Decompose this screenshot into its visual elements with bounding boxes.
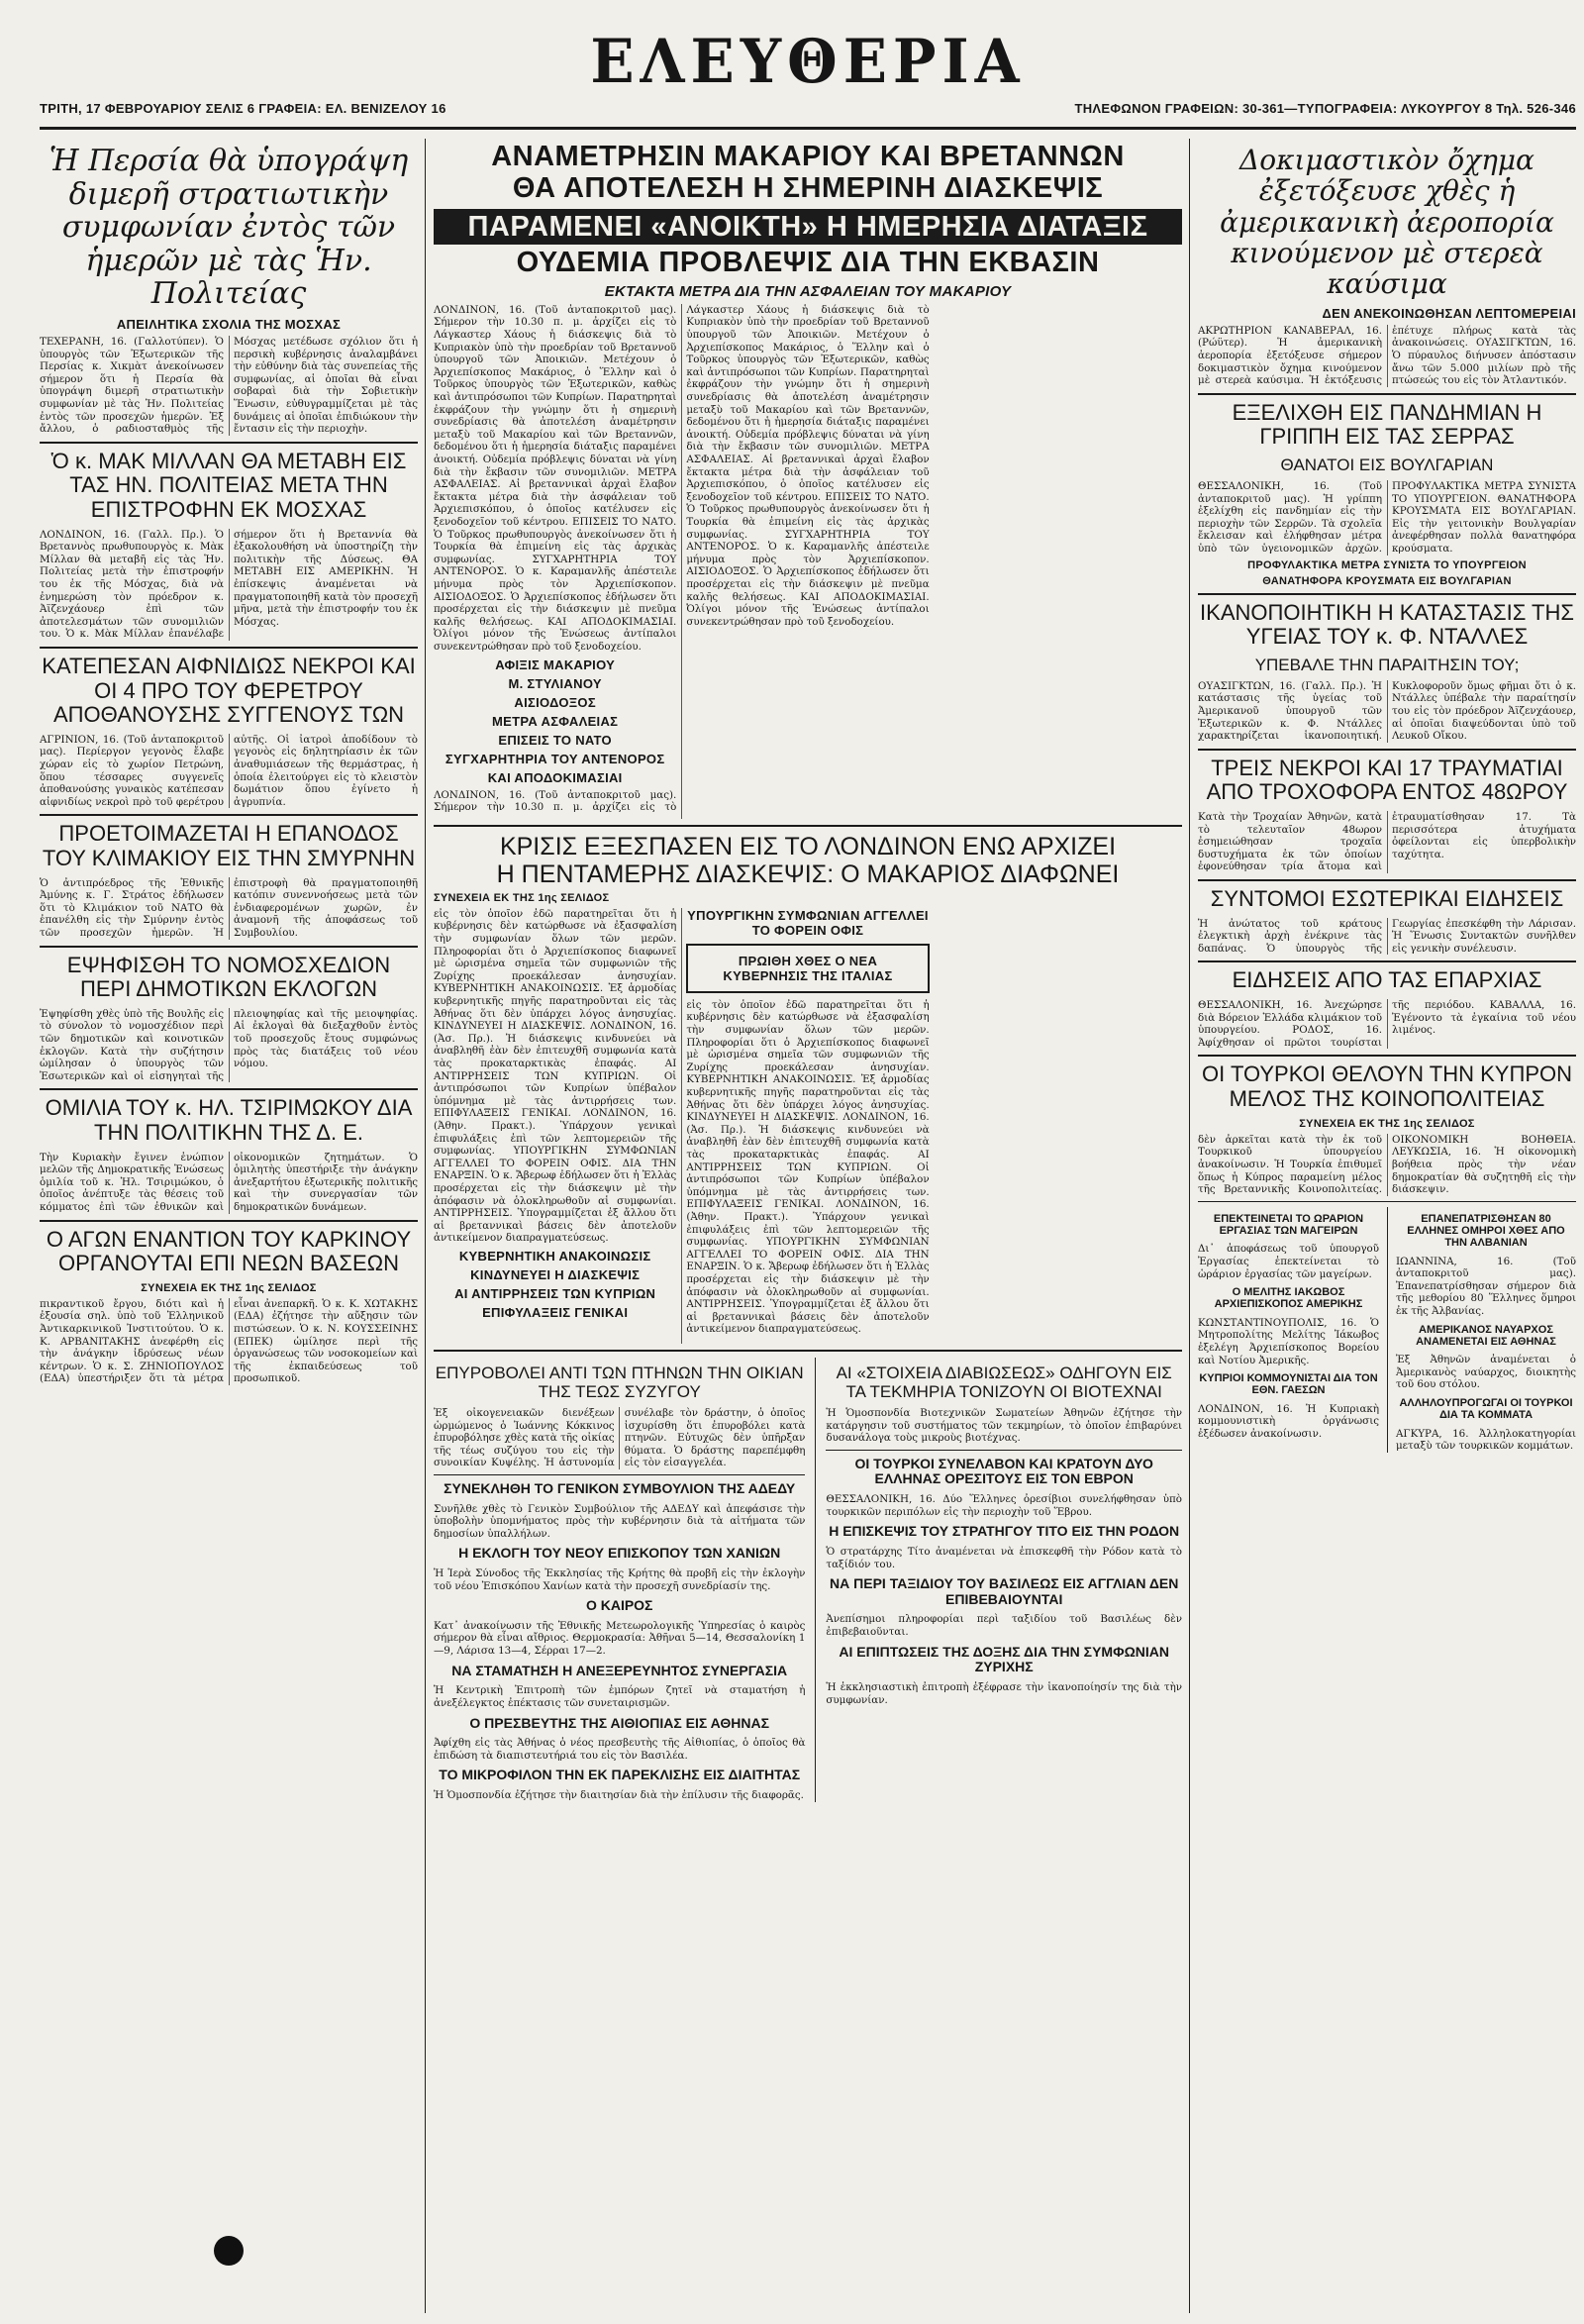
headline: ΟΜΙΛΙΑ ΤΟΥ κ. ΗΛ. ΤΣΙΡΙΜΩΚΟΥ ΔΙΑ ΤΗΝ ΠΟΛΙΤΙΚΗΝ ΤΗΣ Δ. Ε.: [45, 1095, 413, 1146]
section-label: ΑΙ ΑΝΤΙΡΡΗΣΕΙΣ ΤΩΝ ΚΥΠΡΙΩΝ: [454, 1285, 656, 1301]
headline: Η ΕΠΙΣΚΕΨΙΣ ΤΟΥ ΣΤΡΑΤΗΓΟΥ ΤΙΤΟ ΕΙΣ ΤΗΝ ΡΟΔΟΝ: [829, 1523, 1180, 1540]
article-body: Ἡ Ἱερὰ Σύνοδος τῆς Ἐκκλησίας τῆς Κρήτης θὰ προβῆ εἰς τὴν ἐκλογὴν τοῦ νέου Ἐπισκόπου Χανίων κατὰ τὴν προσεχῆ συνεδρίασίν της.: [434, 1567, 806, 1592]
article-body: Ἡ Κεντρικὴ Ἐπιτροπὴ τῶν ἐμπόρων ζητεῖ νὰ σταματήση ἡ ἀνεξέλεγκτος ἐπέκτασις τῶν συνεταιρισμῶν.: [434, 1684, 806, 1709]
headline: ΝΑ ΣΤΑΜΑΤΗΣΗ Η ΑΝΕΞΕΡΕΥΝΗΤΟΣ ΣΥΝΕΡΓΑΣΙΑ: [451, 1662, 788, 1678]
article-body: ΤΕΧΕΡΑΝΗ, 16. (Γαλλοτύπεν). Ὁ ὑπουργὸς τῶν Ἐξωτερικῶν τῆς Περσίας κ. Χικμὰτ ἀνεκοίνωσεν σήμερον ὅτι ἡ Περσία θὰ ὑπογράψη διμερῆ στρατιωτικὴν συμφωνίαν μὲ τὰς Ἡν. Πολιτείας ἐντὸς τῶν προσεχῶν ἡμερῶν. Ἐξ ἄλλου, ὁ ραδιοσταθμὸς τῆς Μόσχας μετέδωσε σχόλιον ὅτι ἡ περσικὴ κυβέρνησις ἀναλαμβάνει τὴν εὐθύνην διὰ τὰς συνεπείας τῆς συμφωνίας, αἱ ὁποῖαι θὰ εἶναι σοβαραὶ διὰ τὴν Σοβιετικὴν Ἕνωσιν, εὐθυγραμμίζεται μὲ τὰς δυνάμεις αἱ ὁποῖαι ἐπιδιώκουν τὴν ἔντασιν εἰς τὴν περιοχὴν.: [40, 335, 418, 436]
masthead: [40, 18, 1576, 130]
headline: ΝΑ ΠΕΡΙ ΤΑΞΙΔΙΟΥ ΤΟΥ ΒΑΣΙΛΕΩΣ ΕΙΣ ΑΓΓΛΙΑΝ ΔΕΝ ΕΠΙΒΕΒΑΙΟΥΝΤΑΙ: [830, 1575, 1179, 1607]
subheadline: ΑΠΕΙΛΗΤΙΚΑ ΣΧΟΛΙΑ ΤΗΣ ΜΟΣΧΑΣ: [116, 316, 342, 332]
section-label: ΥΠΟΥΡΓΙΚΗΝ ΣΥΜΦΩΝΙΑΝ ΑΓΓΕΛΛΕΙ ΤΟ ΦΟΡΕΙΝ ΟΦΙΣ: [687, 907, 929, 938]
subheadline: ΔΕΝ ΑΝΕΚΟΙΝΩΘΗΣΑΝ ΛΕΠΤΟΜΕΡΕΙΑΙ: [1322, 305, 1576, 321]
headline: ΑΙ «ΣΤΟΙΧΕΙΑ ΔΙΑΒΙΩΣΕΩΣ» ΟΔΗΓΟΥΝ ΕΙΣ ΤΑ ΤΕΚΜΗΡΙΑ ΤΟΝΙΖΟΥΝ ΟΙ ΒΙΟΤΕΧΝΑΙ: [836, 1363, 1172, 1401]
article-body: Κατὰ τὴν Τροχαίαν Ἀθηνῶν, κατὰ τὸ τελευταῖον 48ωρον ἐσημειώθησαν τροχαῖα δυστυχήματα ἐκ τῶν ὁποίων ἐφονεύθησαν τρία ἄτομα καὶ ἐτραυματίσθησαν 17. Τὰ περισσότερα ἀτυχήματα ὀφείλονται εἰς ὑπερβολικὴν ταχύτητα.: [1198, 811, 1576, 873]
article-body: Ὁ στρατάρχης Τίτο ἀναμένεται νὰ ἐπισκεφθῆ τὴν Ρόδον κατὰ τὸ ταξίδιόν του.: [826, 1545, 1182, 1570]
masthead-date-address: ΤΡΙΤΗ, 17 ΦΕΒΡΟΥΑΡΙΟΥ ΣΕΛΙΣ 6 ΓΡΑΦΕΙΑ: ΕΛ. ΒΕΝΙΖΕΛΟΥ 16: [40, 101, 446, 116]
continuation-note: ΣΥΝΕΧΕΙΑ ΕΚ ΤΗΣ 1ης ΣΕΛΙΔΟΣ: [1299, 1117, 1475, 1130]
article-body: ΙΩΑΝΝΙΝΑ, 16. (Τοῦ ἀνταποκριτοῦ μας). Ἐπανεπατρίσθησαν σήμερον διὰ τῆς μεθορίου 80 Ἕλληνες ὅμηροι ἐκ τῆς Ἀλβανίας.: [1395, 1255, 1576, 1318]
bottom-briefs: [1198, 1207, 1576, 1453]
headline: Ο ΠΡΕΣΒΕΥΤΗΣ ΤΗΣ ΑΙΘΙΟΠΙΑΣ ΕΙΣ ΑΘΗΝΑΣ: [469, 1714, 769, 1731]
crisis-headline-2: Η ΠΕΝΤΑΜΕΡΗΣ ΔΙΑΣΚΕΨΙΣ: Ο ΜΑΚΑΡΙΟΣ ΔΙΑΦΩΝΕΙ: [496, 859, 1120, 888]
headline-secondary: ΘΑΝΑΤΟΙ ΕΙΣ ΒΟΥΛΓΑΡΙΑΝ: [1280, 455, 1494, 475]
section-label: ΑΦΙΞΙΣ ΜΑΚΑΡΙΟΥ: [495, 657, 616, 672]
headline: ΕΠΑΝΕΠΑΤΡΙΣΘΗΣΑΝ 80 ΕΛΛΗΝΕΣ ΟΜΗΡΟΙ ΧΘΕΣ ΑΠΟ ΤΗΝ ΑΛΒΑΝΙΑΝ: [1407, 1212, 1565, 1250]
headline: ΕΞΕΛΙΧΘΗ ΕΙΣ ΠΑΝΔΗΜΙΑΝ Η ΓΡΙΠΠΗ ΕΙΣ ΤΑΣ ΣΕΡΡΑΣ: [1232, 399, 1542, 450]
article-body: Ἡ Ὁμοσπονδία ἐζήτησε τὴν διαιτησίαν διὰ τὴν ἐπίλυσιν τῆς διαφορᾶς.: [434, 1789, 804, 1802]
article-body: ΛΟΝΔΙΝΟΝ, 16. (Γαλλ. Πρ.). Ὁ Βρεταννὸς πρωθυπουργὸς κ. Μὰκ Μίλλαν θὰ μεταβῆ εἰς τὰς Ἡν. Πολιτείας μετὰ τὴν ἐπιστροφήν του ἐκ τῆς Μόσχας, διὰ νὰ ἐνημερώση τὸν πρόεδρον κ. Ἀϊζενχάουερ ἐπὶ τῶν ἀποτελεσμάτων τῶν συνομιλιῶν του. Ὁ κ. Μὰκ Μίλλαν ἐπανέλαβε σήμερον ὅτι ἡ Βρεταννία θὰ ἐξακολουθήση νὰ ὑποστηρίζη τὴν πολιτικὴν τῆς Δύσεως. ΘΑ ΜΕΤΑΒΗ ΕΙΣ ΑΜΕΡΙΚΗΝ. Ἡ ἐπίσκεψις ἀναμένεται νὰ πραγματοποιηθῆ κατὰ τὸν προσεχῆ μῆνα, μετὰ τὴν ἐπιστροφήν του ἐκ Μόσχας.: [40, 528, 418, 641]
article-tsirimokos: [40, 1096, 418, 1213]
article-body: Ἐψηφίσθη χθὲς ὑπὸ τῆς Βουλῆς εἰς τὸ σύνολον τὸ νομοσχέδιον περὶ τῶν δημοτικῶν καὶ κοινοτικῶν ἐκλογῶν. Κατὰ τὴν συζήτησιν ὡμίλησαν ὁ ὑπουργὸς τῶν Ἐσωτερικῶν καὶ οἱ εἰσηγηταὶ τῆς πλειοψηφίας καὶ τῆς μειοψηφίας. Αἱ ἐκλογαὶ θὰ διεξαχθοῦν ἐντὸς τοῦ προσεχοῦς ἔτους συμφώνως πρὸς τὰς διατάξεις τοῦ νέου νόμου.: [40, 1007, 418, 1082]
article-body: εἰς τὸν ὁποῖον ἐδῶ παρατηρεῖται ὅτι ἡ κυβέρνησις δὲν κατώρθωσε νὰ ἐξασφαλίση τὴν συμφωνίαν ὅλων τῶν μερῶν. Πληροφορίαι ὅτι ὁ Ἀρχιεπίσκοπος διαφωνεῖ μὲ ὡρισμένα σημεῖα τῶν συμφωνιῶν τῆς Ζυρίχης προεκάλεσαν ἀνησυχίαν. ΚΥΒΕΡΝΗΤΙΚΗ ΑΝΑΚΟΙΝΩΣΙΣ. Ἐξ ἁρμοδίας κυβερνητικῆς πηγῆς παρατηροῦνται εἰς τὰς Ἀθήνας ὅτι δὲν ὑπάρχει λόγος ἀνησυχίας. ΚΙΝΔΥΝΕΥΕΙ Η ΔΙΑΣΚΕΨΙΣ. ΛΟΝΔΙΝΟΝ, 16. (Ἀσ. Πρ.). Ἡ διάσκεψις κινδυνεύει νὰ ἀναβληθῆ ἐὰν δὲν ἐπιτευχθῆ συμφωνία κατὰ τὰς προκαταρκτικὰς ἐπαφάς. ΑΙ ΑΝΤΙΡΡΗΣΕΙΣ ΤΩΝ ΚΥΠΡΙΩΝ. Οἱ ἀντιπρόσωποι τῶν Κυπρίων ὑπέβαλον ὑπόμνημα μὲ τὰς ἀντιρρήσεις των. ΕΠΙΦΥΛΑΞΕΙΣ ΓΕΝΙΚΑΙ. ΛΟΝΔΙΝΟΝ, 16. (Ἀθην. Πρακτ.). Ὑπάρχουν γενικαὶ ἐπιφυλάξεις ἐπὶ τῶν λεπτομερειῶν τῆς συμφωνίας. ΥΠΟΥΡΓΙΚΗΝ ΣΥΜΦΩΝΙΑΝ ΑΓΓΕΛΛΕΙ ΤΟ ΦΟΡΕΙΝ ΟΦΙΣ. ΔΙΑ ΤΗΝ ΕΝΑΡΞΙΝ. Ὁ κ. Ἄβερωφ ἐδήλωσεν ὅτι ἡ Ἑλλὰς προσέρχεται εἰς τὴν διάσκεψιν μὲ τὴν ἀπόφασιν νὰ ὁλοκληρωθοῦν αἱ συμφωνίαι. ΑΝΤΙΡΡΗΣΕΙΣ. Ὑπογραμμίζεται ἐξ ἄλλου ὅτι αἱ βρεταννικαὶ βάσεις δὲν ἀποτελοῦν ἀντικείμενον διαπραγματεύσεως.: [434, 907, 677, 1245]
article-brief-domestic: [1198, 887, 1576, 955]
column-rule: [425, 139, 426, 2313]
headline: ΟΙ ΤΟΥΡΚΟΙ ΣΥΝΕΛΑΒΟΝ ΚΑΙ ΚΡΑΤΟΥΝ ΔΥΟ ΕΛΛΗΝΑΣ ΟΡΕΣΙΤΟΥΣ ΕΙΣ ΤΟΝ ΕΒΡΟΝ: [854, 1455, 1153, 1487]
article-body: ΘΕΣΣΑΛΟΝΙΚΗ, 16. Ἀνεχώρησε διὰ Βόρειον Ἑλλάδα κλιμάκιον τοῦ ὑπουργείου. ΡΟΔΟΣ, 16. Ἀφίχθησαν οἱ πρῶτοι τουρίσται τῆς περιόδου. ΚΑΒΑΛΛΑ, 16. Ἐγένοντο τὰ ἐγκαίνια τοῦ νέου λιμένος.: [1198, 999, 1576, 1049]
headline: Ο ΜΕΛΙΤΗΣ ΙΑΚΩΒΟΣ ΑΡΧΙΕΠΙΣΚΟΠΟΣ ΑΜΕΡΙΚΗΣ: [1214, 1286, 1363, 1311]
masthead-phones: ΤΗΛΕΦΩΝΟΝ ΓΡΑΦΕΙΩΝ: 30-361—ΤΥΠΟΓΡΑΦΕΙΑ: ΛΥΚΟΥΡΓΟΥ 8 Τηλ. 526-346: [1074, 101, 1576, 116]
article-traffic: [1198, 757, 1576, 873]
headline: Ἡ Περσία θὰ ὑπογράψη διμερῆ στρατιωτικὴν συμφωνίαν ἐντὸς τῶν ἡμερῶν μὲ τὰς Ἡν. Πολιτείας: [49, 144, 409, 312]
main-headline-4: ΟΥΔΕΜΙΑ ΠΡΟΒΛΕΨΙΣ ΔΙΑ ΤΗΝ ΕΚΒΑΣΙΝ: [516, 247, 1100, 279]
center-column: [434, 139, 1182, 2313]
main-headline-1: ΑΝΑΜΕΤΡΗΣΙΝ ΜΑΚΑΡΙΟΥ ΚΑΙ ΒΡΕΤΑΝΝΩΝ: [491, 141, 1125, 172]
headline: Ο ΑΓΩΝ ΕΝΑΝΤΙΟΝ ΤΟΥ ΚΑΡΚΙΝΟΥ ΟΡΓΑΝΟΥΤΑΙ ΕΠΙ ΝΕΩΝ ΒΑΣΕΩΝ: [46, 1226, 412, 1276]
section-label: ΜΕΤΡΑ ΑΣΦΑΛΕΙΑΣ: [492, 713, 619, 729]
headline: ΕΨΗΦΙΣΘΗ ΤΟ ΝΟΜΟΣΧΕΔΙΟΝ ΠΕΡΙ ΔΗΜΟΤΙΚΩΝ ΕΚΛΟΓΩΝ: [66, 952, 391, 1002]
article-body: ΛΟΝΔΙΝΟΝ, 16. (Τοῦ ἀνταποκριτοῦ μας). Σήμερον τὴν 10.30 π. μ. ἀρχίζει εἰς τὸ Λάγκαστερ Χάους ἡ διάσκεψις διὰ τὸ Κυπριακὸν ὑπὸ τὴν προεδρίαν τοῦ Βρεταννοῦ ὑπουργοῦ τῶν Ἀποικιῶν. Μετέχουν ὁ Ἀρχιεπίσκοπος Μακάριος, ὁ Ἕλλην καὶ ὁ Τοῦρκος ὑπουργὸς τῶν Ἐξωτερικῶν, καθὼς καὶ ἀντιπρόσωποι τῶν Κυπρίων. Παρατηρηταὶ ἐκφράζουν τὴν γνώμην ὅτι ἡ σημερινὴ συνεδρίασις θὰ ἀποτελέση ἀναμέτρησιν μεταξὺ τοῦ Μακαρίου καὶ τῶν Βρεταννῶν, δεδομένου ὅτι ἡ ἡμερησία διάταξις παραμένει ἀνοικτή. Οὐδεμία πρόβλεψις δύναται νὰ γίνη διὰ τὴν ἔκβασιν τῶν συνομιλιῶν. ΜΕΤΡΑ ΑΣΦΑΛΕΙΑΣ. Αἱ βρεταννικαὶ ἀρχαὶ ἔλαβον ἔκτακτα μέτρα διὰ τὴν ἀσφάλειαν τοῦ Ἀρχιεπισκόπου, ὁ ὁποῖος κατέλυσεν εἰς ξενοδοχεῖον τοῦ κέντρου. ΕΠΙΣΕΙΣ ΤΟ ΝΑΤΟ. Ὁ Τοῦρκος πρωθυπουργὸς ἀνεκοίνωσεν ὅτι ἡ Τουρκία θὰ ἐπιμείνη εἰς τὰς ἀρχικὰς συμφωνίας. ΣΥΓΧΑΡΗΤΗΡΙΑ ΤΟΥ ΑΝΤΕΝΟΡΟΣ. Ὁ κ. Καραμανλῆς ἀπέστειλε μήνυμα πρὸς τὸν Ἀρχιεπίσκοπον. ΑΙΣΙΟΔΟΞΟΣ. Ὁ Ἀρχιεπίσκοπος ἐδήλωσεν ὅτι προσέρχεται εἰς τὴν διάσκεψιν μὲ πνεῦμα καλῆς θελήσεως. ΚΑΙ ΑΠΟΔΟΚΙΜΑΣΙΑΙ. Ὀλίγοι μόνον τῆς Ἑνώσεως ἀντίπαλοι συνεκεντρώθησαν πρὸ τοῦ ξενοδοχείου.: [434, 303, 677, 653]
article-elections: [40, 954, 418, 1083]
article-body: ΑΓΡΙΝΙΟΝ, 16. (Τοῦ ἀνταποκριτοῦ μας). Περίεργον γεγονὸς ἔλαβε χώραν εἰς τὸ χωρίον Πετρώνη, ὅπου τέσσαρες συγγενεῖς ἀποθανούσης γυναικὸς κατέπεσαν αἰφνιδίως νεκροὶ πρὸ τοῦ φερέτρου αὐτῆς. Οἱ ἰατροὶ ἀποδίδουν τὸ γεγονὸς εἰς δηλητηρίασιν ἐκ τῶν ἀναθυμιάσεων τῆς θερμάστρας, ἡ ὁποία ἐλειτούργει εἰς τὸ κλειστὸν δωμάτιον ὅπου ἐγίνετο ἡ ἀγρυπνία.: [40, 733, 418, 808]
main-headline-2: ΘΑ ΑΠΟΤΕΛΕΣΗ Η ΣΗΜΕΡΙΝΗ ΔΙΑΣΚΕΨΙΣ: [512, 172, 1104, 205]
author-signature: Μ. ΣΤΥΛΙΑΝΟΥ: [508, 675, 602, 691]
article-body: Συνῆλθε χθὲς τὸ Γενικὸν Συμβούλιον τῆς ΑΔΕΔΥ καὶ ἀπεφάσισε τὴν ὑποβολὴν ὑπομνήματος πρὸς τὴν κυβέρνησιν διὰ τὰ αἰτήματα τῶν δημοσίων ὑπαλλήλων.: [434, 1502, 806, 1540]
article-macmillan: [40, 450, 418, 641]
headline: Ὁ κ. ΜΑΚ ΜΙΛΛΑΝ ΘΑ ΜΕΤΑΒΗ ΕΙΣ ΤΑΣ ΗΝ. ΠΟΛΙΤΕΙΑΣ ΜΕΤΑ ΤΗΝ ΕΠΙΣΤΡΟΦΗΝ ΕΚ ΜΟΣΧΑΣ: [50, 448, 407, 522]
article-crisis: [434, 833, 1182, 1344]
box-headline: ΠΡΩΙΘΗ ΧΘΕΣ Ο ΝΕΑ ΚΥΒΕΡΝΗΣΙΣ ΤΗΣ ΙΤΑΛΙΑΣ: [723, 953, 893, 983]
headline: ΚΑΤΕΠΕΣΑΝ ΑΙΦΝΙΔΙΩΣ ΝΕΚΡΟΙ ΚΑΙ ΟΙ 4 ΠΡΟ ΤΟΥ ΦΕΡΕΤΡΟΥ ΑΠΟΘΑΝΟΥΣΗΣ ΣΥΓΓΕΝΟΥΣ ΤΩΝ: [42, 653, 416, 728]
article-persia: [40, 145, 418, 436]
article-body: Τὴν Κυριακὴν ἔγινεν ἐνώπιον μελῶν τῆς Δημοκρατικῆς Ἑνώσεως ὁμιλία τοῦ κ. Ἠλ. Τσιριμώκου, ὁ ὁποῖος ἀνέπτυξε τὰς θέσεις τοῦ κόμματος ἐπὶ τῶν ἐθνικῶν καὶ οἰκονομικῶν ζητημάτων. Ὁ ὁμιλητὴς ὑπεστήριξε τὴν ἀνάγκην ἀνεξαρτήτου ἐξωτερικῆς πολιτικῆς καὶ τὴν συνεργασίαν τῶν δημοκρατικῶν δυνάμεων.: [40, 1151, 418, 1214]
section-label: ΘΑΝΑΤΗΦΟΡΑ ΚΡΟΥΣΜΑΤΑ ΕΙΣ ΒΟΥΛΓΑΡΙΑΝ: [1262, 574, 1512, 587]
headline: ΕΙΔΗΣΕΙΣ ΑΠΟ ΤΑΣ ΕΠΑΡΧΙΑΣ: [1232, 967, 1542, 993]
headline: Δοκιμαστικὸν ὄχημα ἐξετόξευσε χθὲς ἡ ἀμερικανικὴ ἀεροπορία κινούμενον μὲ στερεὰ καύσιμα: [1220, 144, 1554, 301]
lower-center-block: [434, 1358, 1182, 1802]
section-label: ΣΥΓΧΑΡΗΤΗΡΙΑ ΤΟΥ ΑΝΤΕΝΟΡΟΣ: [445, 751, 665, 766]
article-body: Ὁ ἀντιπρόεδρος τῆς Ἑθνικῆς Ἀμύνης κ. Γ. Στράτος ἐδήλωσεν ὅτι τὸ Κλιμάκιον τοῦ ΝΑΤΟ θὰ ἐπανέλθη εἰς τὴν Σμύρνην ἐντὸς τῶν προσεχῶν ἡμερῶν. Ἡ ἐπιστροφὴ θὰ πραγματοποιηθῆ κατόπιν συνεννοήσεως μετὰ τῶν ἐνδιαφερομένων χωρῶν, ἐν ἀναμονῆ τῆς ἀποφάσεως τοῦ Συμβουλίου.: [40, 876, 418, 939]
lower-center-left: [434, 1358, 805, 1802]
right-column: [1198, 139, 1576, 2313]
article-body: ΛΟΝΔΙΝΟΝ, 16. Ἡ Κυπριακὴ κομμουνιστικὴ ὀργάνωσις ἐξέδωσεν ἀνακοίνωσιν.: [1198, 1402, 1379, 1440]
bottom-briefs-left: [1198, 1207, 1379, 1453]
newspaper-page: [40, 18, 1576, 2313]
article-body: δὲν ἀρκεῖται κατὰ τὴν ἐκ τοῦ Τουρκικοῦ ὑπουργείου ἀνακοίνωσιν. Ἡ Τουρκία ἐπιθυμεῖ ὅπως ἡ Κύπρος παραμείνη μέλος τῆς Βρεταννικῆς Κοινοπολιτείας. ΟΙΚΟΝΟΜΙΚΗ ΒΟΗΘΕΙΑ. ΛΕΥΚΩΣΙΑ, 16. Ἡ οἰκονομικὴ βοήθεια πρὸς τὴν νέαν δημοκρατίαν θὰ συζητηθῆ εἰς τὴν διάσκεψιν.: [1198, 1133, 1576, 1196]
section-label: ΚΙΝΔΥΝΕΥΕΙ Η ΔΙΑΣΚΕΨΙΣ: [470, 1266, 641, 1282]
main-subheadline: ΕΚΤΑΚΤΑ ΜΕΤΡΑ ΔΙΑ ΤΗΝ ΑΣΦΑΛΕΙΑΝ ΤΟΥ ΜΑΚΑΡΙΟΥ: [604, 282, 1012, 300]
article-turks-commonwealth: [1198, 1062, 1576, 1195]
article-rocket: [1198, 145, 1576, 387]
article-body: ΟΥΑΣΙΓΚΤΩΝ, 16. (Γαλλ. Πρ.). Ἡ κατάστασις τῆς ὑγείας τοῦ Ἀμερικανοῦ ὑπουργοῦ τῶν Ἐξωτερικῶν κ. Φ. Ντάλλες χαρακτηρίζεται ἱκανοποιητική. Κυκλοφοροῦν ὅμως φῆμαι ὅτι ὁ κ. Ντάλλες ὑπέβαλε τὴν παραίτησίν του εἰς τὸν πρόεδρον Ἀϊζενχάουερ, αἱ ὁποῖαι διαψεύδονται ὑπὸ τοῦ Λευκοῦ Οἴκου.: [1198, 679, 1576, 743]
crisis-body-columns: [434, 908, 1182, 1344]
column-rule: [1189, 139, 1190, 2313]
article-body: ΘΕΣΣΑΛΟΝΙΚΗ, 16. Δύο Ἕλληνες ὀρεσίβιοι συνελήφθησαν ὑπὸ τουρκικῶν περιπόλων εἰς τὴν περιοχὴν τοῦ Ἕβρου.: [826, 1493, 1182, 1518]
headline: ΑΜΕΡΙΚΑΝΟΣ ΝΑΥΑΡΧΟΣ ΑΝΑΜΕΝΕΤΑΙ ΕΙΣ ΑΘΗΝΑΣ: [1416, 1323, 1556, 1348]
article-body: Ἡ ἐκκλησιαστικὴ ἐπιτροπὴ ἐξέφρασε τὴν ἱκανοποίησίν της διὰ τὴν συμφωνίαν.: [826, 1680, 1182, 1706]
article-body: Ἀνεπίσημοι πληροφορίαι περὶ ταξιδίου τοῦ Βασιλέως δὲν ἐπιβεβαιοῦνται.: [826, 1613, 1182, 1639]
section-label: ΑΙΣΙΟΔΟΞΟΣ: [514, 694, 596, 710]
headline: ΕΠΥΡΟΒΟΛΕΙ ΑΝΤΙ ΤΩΝ ΠΤΗΝΩΝ ΤΗΝ ΟΙΚΙΑΝ ΤΗΣ ΤΕΩΣ ΣΥΖΥΓΟΥ: [435, 1363, 804, 1401]
section-label: ΚΑΙ ΑΠΟΔΟΚΙΜΑΣΙΑΙ: [487, 769, 623, 785]
headline: ΑΙ ΕΠΙΠΤΩΣΕΙΣ ΤΗΣ ΔΟΞΗΣ ΔΙΑ ΤΗΝ ΣΥΜΦΩΝΙΑΝ ΖΥΡΙΧΗΣ: [839, 1643, 1170, 1675]
headline: ΙΚΑΝΟΠΟΙΗΤΙΚΗ Η ΚΑΤΑΣΤΑΣΙΣ ΤΗΣ ΥΓΕΙΑΣ ΤΟΥ κ. Φ. ΝΤΑΛΛΕΣ: [1200, 599, 1574, 650]
article-body: πικραντικοῦ ἔργου, διότι καὶ ἡ ἐξουσία σηλ. ὑπὸ τοῦ Ἑλληνικοῦ Ἀντικαρκινικοῦ Ἰνστιτούτου. Ὁ κ. Κ. ΑΡΒΑΝΙΤΑΚΗΣ ἀνεφέρθη εἰς τὴν ἀνάγκην ἱδρύσεως νέων κέντρων. Ὁ κ. Σ. ΖΗΝΙΟΠΟΥΛΟΣ (ΕΔΑ) ὑπεστήριξεν ὅτι τὰ μέτρα εἶναι ἀνεπαρκῆ. Ὁ κ. Κ. ΧΩΤΑΚΗΣ (ΕΔΑ) ἐζήτησε τὴν αὔξησιν τῶν πιστώσεων. Ὁ κ. Ν. ΚΟΥΣΣΕΙΝΗΣ (ΕΠΕΚ) ὡμίλησε περὶ τῆς ὀργανώσεως τῶν νοσοκομείων καὶ τῆς ἐκπαιδεύσεως τοῦ προσωπικοῦ.: [40, 1297, 418, 1385]
article-body: ΘΕΣΣΑΛΟΝΙΚΗ, 16. (Τοῦ ἀνταποκριτοῦ μας). Ἡ γρίππη ἐξελίχθη εἰς πανδημίαν εἰς τὴν περιοχὴν τῶν Σερρῶν. Τὰ σχολεῖα ἔκλεισαν καὶ ἐλήφθησαν μέτρα ὑπὸ τῶν ὑγειονομικῶν ἀρχῶν. ΠΡΟΦΥΛΑΚΤΙΚΑ ΜΕΤΡΑ ΣΥΝΙΣΤΑ ΤΟ ΥΠΟΥΡΓΕΙΟΝ. ΘΑΝΑΤΗΦΟΡΑ ΚΡΟΥΣΜΑΤΑ ΕΙΣ ΒΟΥΛΓΑΡΙΑΝ. Εἰς τὴν γειτονικὴν Βουλγαρίαν ἀνεφέρθησαν πολλὰ θανατηφόρα κρούσματα.: [1198, 480, 1576, 556]
section-label: ΕΠΙΦΥΛΑΞΕΙΣ ΓΕΝΙΚΑΙ: [482, 1304, 629, 1320]
bottom-briefs-right: [1396, 1207, 1576, 1453]
article-body: Ἡ ἀνώτατος τοῦ κράτους ἐλεγκτικὴ ἀρχὴ ἐνέκρινε τὰς δαπάνας. Ὁ ὑπουργὸς τῆς Γεωργίας ἐπεσκέφθη τὴν Λάρισαν. Ἡ Ἕνωσις Συντακτῶν συνῆλθεν εἰς γενικὴν συνέλευσιν.: [1198, 917, 1576, 955]
newspaper-title: ΕΛΕΥΘΕΡΙΑ: [590, 26, 1026, 97]
section-label: ΚΥΒΕΡΝΗΤΙΚΗ ΑΝΑΚΟΙΝΩΣΙΣ: [458, 1248, 651, 1263]
continuation-note: ΣΥΝΕΧΕΙΑ ΕΚ ΤΗΣ 1ης ΣΕΛΙΔΟΣ: [141, 1281, 317, 1294]
headline: ΚΥΠΡΙΟΙ ΚΟΜΜΟΥΝΙΣΤΑΙ ΔΙΑ ΤΟΝ ΕΘΝ. ΓΑΕΣΩΝ: [1199, 1372, 1378, 1397]
article-body: Κατ᾽ ἀνακοίνωσιν τῆς Ἑθνικῆς Μετεωρολογικῆς Ὑπηρεσίας ὁ καιρὸς σήμερον θὰ εἶναι αἴθριος. Θερμοκρασία: Ἀθῆναι 5—14, Θεσσαλονίκη 1—9, Λάρισα 13—4, Σέρραι 17—2.: [434, 1619, 806, 1658]
article-flu: [1198, 401, 1576, 587]
article-body: Ἐξ Ἀθηνῶν ἀναμένεται ὁ Ἀμερικανὸς ναύαρχος, διοικητὴς τοῦ 6ου στόλου.: [1395, 1354, 1576, 1391]
article-funeral: [40, 655, 418, 808]
italy-box: [686, 944, 929, 993]
crisis-headline-1: ΚΡΙΣΙΣ ΕΞΕΣΠΑΣΕΝ ΕΙΣ ΤΟ ΛΟΝΔΙΝΟΝ ΕΝΩ ΑΡΧΙΖΕΙ: [499, 832, 1117, 860]
headline: ΕΠΕΚΤΕΙΝΕΤΑΙ ΤΟ ΩΡΑΡΙΟΝ ΕΡΓΑΣΙΑΣ ΤΩΝ ΜΑΓΕΙΡΩΝ: [1213, 1212, 1364, 1238]
article-makarios-main: [434, 141, 1182, 819]
headline: ΟΙ ΤΟΥΡΚΟΙ ΘΕΛΟΥΝ ΤΗΝ ΚΥΠΡΟΝ ΜΕΛΟΣ ΤΗΣ ΚΟΙΝΟΠΟΛΙΤΕΙΑΣ: [1202, 1061, 1572, 1112]
main-headline-3: ΠΑΡΑΜΕΝΕΙ «ΑΝΟΙΚΤΗ» Η ΗΜΕΡΗΣΙΑ ΔΙΑΤΑΞΙΣ: [434, 209, 1182, 245]
article-dulles: [1198, 601, 1576, 743]
article-body: Ἀφίχθη εἰς τὰς Ἀθήνας ὁ νέος πρεσβευτὴς τῆς Αἰθιοπίας, ὁ ὁποῖος θὰ ἐπιδώση τὰ διαπιστευτήριά του εἰς τὸν Βασιλέα.: [434, 1737, 806, 1762]
article-body-continued: ΛΟΝΔΙΝΟΝ, 16. (Τοῦ ἀνταποκριτοῦ μας). Σήμερον τὴν 10.30 π. μ. ἀρχίζει εἰς τὸ Λάγκαστερ Χάους ἡ διάσκεψις διὰ τὸ Κυπριακὸν ὑπὸ τὴν προεδρίαν τοῦ Βρεταννοῦ ὑπουργοῦ τῶν Ἀποικιῶν. Μετέχουν ὁ Ἀρχιεπίσκοπος Μακάριος, ὁ Ἕλλην καὶ ὁ Τοῦρκος ὑπουργὸς τῶν Ἐξωτερικῶν, καθὼς καὶ ἀντιπρόσωποι τῶν Κυπρίων. Παρατηρηταὶ ἐκφράζουν τὴν γνώμην ὅτι ἡ σημερινὴ συνεδρίασις θὰ ἀποτελέση ἀναμέτρησιν μεταξὺ τοῦ Μακαρίου καὶ τῶν Βρεταννῶν, δεδομένου ὅτι ἡ ἡμερησία διάταξις παραμένει ἀνοικτή. Οὐδεμία πρόβλεψις δύναται νὰ γίνη διὰ τὴν ἔκβασιν τῶν συνομιλιῶν. ΜΕΤΡΑ ΑΣΦΑΛΕΙΑΣ. Αἱ βρεταννικαὶ ἀρχαὶ ἔλαβον ἔκτακτα μέτρα διὰ τὴν ἀσφάλειαν τοῦ Ἀρχιεπισκόπου, ὁ ὁποῖος κατέλυσεν εἰς ξενοδοχεῖον τοῦ κέντρου. ΕΠΙΣΕΙΣ ΤΟ ΝΑΤΟ. Ὁ Τοῦρκος πρωθυπουργὸς ἀνεκοίνωσεν ὅτι ἡ Τουρκία θὰ ἐπιμείνη εἰς τὰς ἀρχικὰς συμφωνίας. ΣΥΓΧΑΡΗΤΗΡΙΑ ΤΟΥ ΑΝΤΕΝΟΡΟΣ. Ὁ κ. Καραμανλῆς ἀπέστειλε μήνυμα πρὸς τὸν Ἀρχιεπίσκοπον. ΑΙΣΙΟΔΟΞΟΣ. Ὁ Ἀρχιεπίσκοπος ἐδήλωσεν ὅτι προσέρχεται εἰς τὴν διάσκεψιν μὲ πνεῦμα καλῆς θελήσεως. ΚΑΙ ΑΠΟΔΟΚΙΜΑΣΙΑΙ. Ὀλίγοι μόνον τῆς Ἑνώσεως ἀντίπαλοι συνεκεντρώθησαν πρὸ τοῦ ξενοδοχείου.: [434, 303, 930, 814]
article-body: Ἐξ οἰκογενειακῶν διενέξεων ὡρμώμενος ὁ Ἰωάννης Κόκκινος ἐπυροβόλησε χθὲς κατὰ τῆς οἰκίας τῆς τέως συζύγου του εἰς τὴν συνοικίαν Κυψέλης. Ἡ ἀστυνομία συνέλαβε τὸν δράστην, ὁ ὁποῖος ἰσχυρίσθη ὅτι ἐπυροβόλει κατὰ πτηνῶν. Εὐτυχῶς δὲν ὑπῆρξαν θύματα. Ὁ δράστης παρεπέμφθη εἰς τὸν εἰσαγγελέα.: [434, 1406, 806, 1469]
section-label: ΠΡΟΦΥΛΑΚΤΙΚΑ ΜΕΤΡΑ ΣΥΝΙΣΤΑ ΤΟ ΥΠΟΥΡΓΕΙΟΝ: [1247, 558, 1527, 571]
lower-center-right: [826, 1358, 1182, 1802]
headline: ΣΥΝΤΟΜΟΙ ΕΣΩΤΕΡΙΚΑΙ ΕΙΔΗΣΕΙΣ: [1210, 886, 1564, 912]
headline: Ο ΚΑΙΡΟΣ: [585, 1597, 653, 1614]
headline: ΣΥΝΕΚΛΗΘΗ ΤΟ ΓΕΝΙΚΟΝ ΣΥΜΒΟΥΛΙΟΝ ΤΗΣ ΑΔΕΔΥ: [444, 1479, 796, 1496]
ink-blot: [214, 2236, 244, 2266]
article-body: ΑΚΡΩΤΗΡΙΟΝ ΚΑΝΑΒΕΡΑΛ, 16. (Ρώϋτερ). Ἡ ἀμερικανικὴ ἀεροπορία ἐξετόξευσε σήμερον δοκιμαστικὸν ὄχημα κινούμενον μὲ στερεὰ καύσιμα. Ἡ ἐκτόξευσις ἐπέτυχε πλήρως κατὰ τὰς ἀνακοινώσεις. ΟΥΑΣΙΓΚΤΩΝ, 16. Ὁ πύραυλος διήνυσεν ἀπόστασιν ἄνω τῶν 5.000 μιλίων πρὸ τῆς πτώσεώς του εἰς τὸν Ἀτλαντικόν.: [1198, 324, 1576, 387]
headline: ΤΡΕΙΣ ΝΕΚΡΟΙ ΚΑΙ 17 ΤΡΑΥΜΑΤΙΑΙ ΑΠΟ ΤΡΟΧΟΦΟΡΑ ΕΝΤΟΣ 48ΩΡΟΥ: [1206, 755, 1568, 805]
article-body: ΚΩΝΣΤΑΝΤΙΝΟΥΠΟΛΙΣ, 16. Ὁ Μητροπολίτης Μελίτης Ἰάκωβος ἐξελέγη Ἀρχιεπίσκοπος Βορείου καὶ Νοτίου Ἀμερικῆς.: [1198, 1316, 1379, 1366]
headline: ΠΡΟΕΤΟΙΜΑΖΕΤΑΙ Η ΕΠΑΝΟΔΟΣ ΤΟΥ ΚΛΙΜΑΚΙΟΥ ΕΙΣ ΤΗΝ ΣΜΥΡΝΗΝ: [42, 821, 416, 870]
headline-secondary: ΥΠΕΒΑΛΕ ΤΗΝ ΠΑΡΑΙΤΗΣΙΝ ΤΟΥ;: [1254, 655, 1520, 674]
article-smyrna: [40, 822, 418, 939]
article-body: ΑΓΚΥΡΑ, 16. Ἀλληλοκατηγορίαι μεταξὺ τῶν τουρκικῶν κομμάτων.: [1395, 1427, 1576, 1453]
article-provinces: [1198, 968, 1576, 1049]
left-column: [40, 139, 418, 2313]
article-body: Ἡ Ὁμοσπονδία Βιοτεχνικῶν Σωματείων Ἀθηνῶν ἐζήτησε τὴν κατάργησιν τοῦ συστήματος τῶν τεκμηρίων, τὸ ὁποῖον ἐπιβαρύνει δυσανάλογα τοὺς μικροὺς βιοτέχνας.: [826, 1406, 1182, 1445]
headline: ΑΛΛΗΛΟΥΠΡΟΓΩΓΑΙ ΟΙ ΤΟΥΡΚΟΙ ΔΙΑ ΤΑ ΚΟΜΜΑΤΑ: [1399, 1397, 1573, 1422]
article-cancer: [40, 1228, 418, 1385]
article-body: Δι᾽ ἀποφάσεως τοῦ ὑπουργοῦ Ἐργασίας ἐπεκτείνεται τὸ ὡράριον ἐργασίας τῶν μαγείρων.: [1198, 1243, 1379, 1280]
article-body-continued: εἰς τὸν ὁποῖον ἐδῶ παρατηρεῖται ὅτι ἡ κυβέρνησις δὲν κατώρθωσε νὰ ἐξασφαλίση τὴν συμφωνίαν ὅλων τῶν μερῶν. Πληροφορίαι ὅτι ὁ Ἀρχιεπίσκοπος διαφωνεῖ μὲ ὡρισμένα σημεῖα τῶν συμφωνιῶν τῆς Ζυρίχης προεκάλεσαν ἀνησυχίαν. ΚΥΒΕΡΝΗΤΙΚΗ ΑΝΑΚΟΙΝΩΣΙΣ. Ἐξ ἁρμοδίας κυβερνητικῆς πηγῆς παρατηροῦνται εἰς τὰς Ἀθήνας ὅτι δὲν ὑπάρχει λόγος ἀνησυχίας. ΚΙΝΔΥΝΕΥΕΙ Η ΔΙΑΣΚΕΨΙΣ. ΛΟΝΔΙΝΟΝ, 16. (Ἀσ. Πρ.). Ἡ διάσκεψις κινδυνεύει νὰ ἀναβληθῆ ἐὰν δὲν ἐπιτευχθῆ συμφωνία κατὰ τὰς προκαταρκτικὰς ἐπαφάς. ΑΙ ΑΝΤΙΡΡΗΣΕΙΣ ΤΩΝ ΚΥΠΡΙΩΝ. Οἱ ἀντιπρόσωποι τῶν Κυπρίων ὑπέβαλον ὑπόμνημα μὲ τὰς ἀντιρρήσεις των. ΕΠΙΦΥΛΑΞΕΙΣ ΓΕΝΙΚΑΙ. ΛΟΝΔΙΝΟΝ, 16. (Ἀθην. Πρακτ.). Ὑπάρχουν γενικαὶ ἐπιφυλάξεις ἐπὶ τῶν λεπτομερειῶν τῆς συμφωνίας. ΥΠΟΥΡΓΙΚΗΝ ΣΥΜΦΩΝΙΑΝ ΑΓΓΕΛΛΕΙ ΤΟ ΦΟΡΕΙΝ ΟΦΙΣ. ΔΙΑ ΤΗΝ ΕΝΑΡΞΙΝ. Ὁ κ. Ἄβερωφ ἐδήλωσεν ὅτι ἡ Ἑλλὰς προσέρχεται εἰς τὴν διάσκεψιν μὲ τὴν ἀπόφασιν νὰ ὁλοκληρωθοῦν αἱ συμφωνίαι. ΑΝΤΙΡΡΗΣΕΙΣ. Ὑπογραμμίζεται ἐξ ἄλλου ὅτι αἱ βρεταννικαὶ βάσεις δὲν ἀποτελοῦν ἀντικείμενον διαπραγματεύσεως.: [686, 998, 930, 1336]
section-label: ΕΠΙΣΕΙΣ ΤΟ ΝΑΤΟ: [498, 732, 612, 748]
headline: Η ΕΚΛΟΓΗ ΤΟΥ ΝΕΟΥ ΕΠΙΣΚΟΠΟΥ ΤΩΝ ΧΑΝΙΩΝ: [458, 1545, 781, 1562]
continuation-note: ΣΥΝΕΧΕΙΑ ΕΚ ΤΗΣ 1ης ΣΕΛΙΔΟΣ: [434, 891, 610, 904]
main-body-columns: [434, 304, 1182, 819]
headline: ΤΟ ΜΙΚΡΟΦΙΛΟΝ ΤΗΝ ΕΚ ΠΑΡΕΚΛΙΣΗΣ ΕΙΣ ΔΙΑΙΤΗΤΑΣ: [439, 1767, 801, 1783]
